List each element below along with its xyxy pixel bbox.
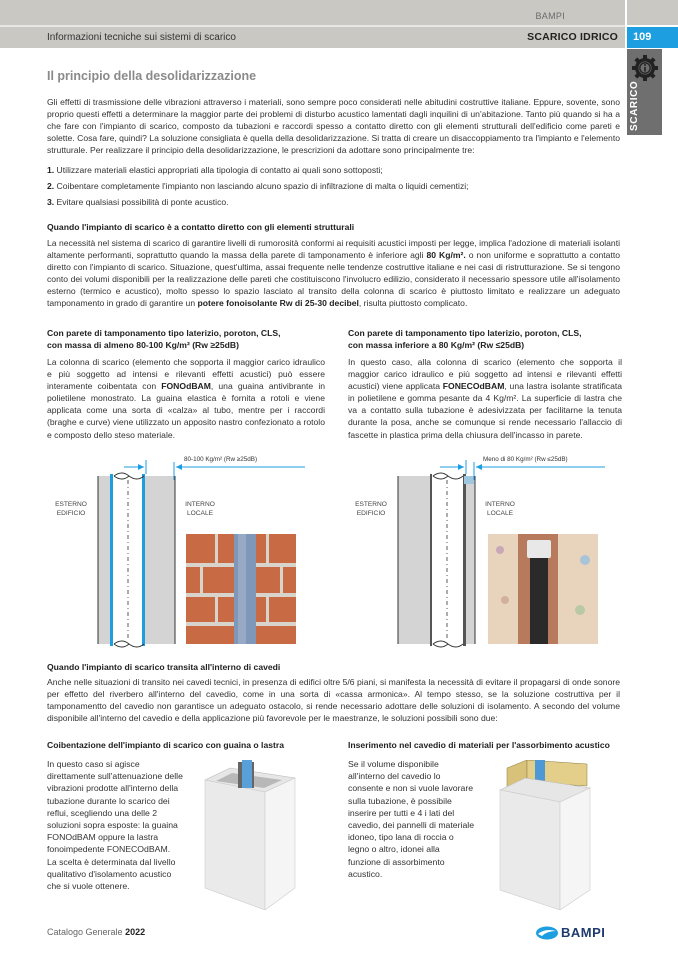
side-tab-top (627, 0, 678, 25)
diagram-left-outside-label: ESTERNO EDIFICIO (55, 501, 87, 517)
side-tab (627, 49, 662, 135)
diagram-right (340, 450, 640, 650)
bampi-logo-icon (535, 925, 559, 941)
column-left-body: La colonna di scarico (elemento che sopporta il maggior carico idraulico e più soggetto ad intensi e rilevanti effetti acustici) può essere interamente coibentata con FONOdBAM, una guaina antivibrante in polietilene monostrato. La guaina elastica è fornita a rotoli e viene applicata come una sorta di «calza» al tubo, mentre per i raccordi (braghe e curve) viene utilizzato un apposito nastro confezionato a rotolo e composto dello steso materiale. (47, 357, 326, 440)
gear-info-icon (630, 53, 660, 83)
option-right-body: Se il volume disponibile all'interno del cavedio lo consente e non si vuole lavorare sulla tubazione, è possibile inserire per tutti e 4 i lati del cavedio, dei pannelli di materiale idoneo, tipo lana di roccia o legno o altro, idonei alla funzione di assorbimento acustico. (348, 759, 475, 879)
header-section: SCARICO IDRICO (527, 31, 618, 43)
option-left-body: In questo caso si agisce direttamente sull'attenuazione delle vibrazioni prodotte all'interno della tubazione durante lo scarico dei reflui, scegliendo una delle 2 soluzioni sopra esposte: la guaina FONOdBAM oppure la lastra fonoimpedente FONECOdBAM. La scelta è determinata dal livello qualitativo d'isolamento acustico che si vuole ottenere. (47, 759, 183, 892)
column-right-heading: Con parete di tamponamento tipo laterizio, poroton, CLS, con massa inferiore a 80 Kg/m² (Rw ≤25dB) (348, 328, 582, 350)
column-right-body: In questo caso, alla colonna di scarico (elemento che sopporta il maggior carico idraulico e più soggetto ad intensi e rilevanti effetti acustici) viene applicata FONECOdBAM, una lastra isolante stratificata in polietilene e gomma pesante da 4 Kg/m². La superficie di lastra che va a contatto sulla tubazione è adesivizzata per facilitarne la tenuta durante la posa, anche se comunque si rende necessario l'allaccio di fascette in plastica prima della chiusura dell'incasso in parete. (348, 357, 623, 440)
diagram-left-inside-label: INTERNO LOCALE (185, 501, 215, 517)
contact-heading: Quando l'impianto di scarico è a contatto diretto con gli elementi strutturali (47, 222, 355, 232)
prescription-item-1: 1. Utilizzare materiali elastici appropriati alla tipologia di contatto ai quali sono sottoposti; (47, 165, 383, 175)
header-title: Informazioni tecniche sui sistemi di scarico (47, 32, 236, 43)
page-number-box (627, 27, 678, 48)
contact-paragraph: La necessità nel sistema di scarico di garantire livelli di rumorosità conformi ai requisiti acustici imposti per legge, implica l'adozione di materiali isolanti altamente performanti, soprattutto quando la massa della parete di tamponamento è inferiore agli 80 Kg/m². o non uniforme e soprattutto a contatto diretto con l'impianto di scarico. Situazione, quest'ultima, assai frequente nelle tendenze costruttive italiane e nei casi di ristrutturazione. Se si tengono conto dei volumi disponibili per la realizzazione delle pareti che costituiscono l'involucro edilizio, considerato il necessario spessore utile all'isolamento esterno (termico e acustico), molto spesso lo spazio lasciato al transito della colonna di scarico è piuttosto limitato e realizzare un adeguato tamponamento in grado di garantire un potere fonoisolante Rw di 25-30 decibel, risulta piuttosto complicato. (47, 238, 620, 309)
side-tab-label: SCARICO (629, 80, 640, 131)
diagram-right-caption: Meno di 80 Kg/m² (Rw ≤25dB) (483, 456, 568, 463)
shaft-insulated-pipe-illustration (200, 760, 300, 910)
diagram-left-caption: 80-100 Kg/m² (Rw ≥25dB) (184, 456, 258, 463)
intro-paragraph: Gli effetti di trasmissione delle vibrazioni attraverso i materiali, sono sempre poco considerati nelle abitudini costruttive italiane. Eppure, sovente, sono proprio questi effetti a determinare la maggior parte dei problemi di disturbo acustico lamentati dagli inquilini di un'abitazione. Tanto più quando si ha a che fare con l'impianto di scarico, composto da tubazioni e raccordi spesso a contatto diretto con gli elementi strutturali dell'edificio come pareti e solette. Cosa fare, quindi? La soluzione consigliata è quella della desolidarizzazione. Si tratta di creare un disaccoppiamento tra l'impianto e l'elemento strutturale. Per realizzare il principio della desolidarizzazione, le prescrizioni da adottare sono principalmente tre: (47, 97, 620, 156)
section-title: Il principio della desolidarizzazione (47, 69, 257, 83)
prescription-item-2: 2. Coibentare completamente l'impianto non lasciando alcuno spazio di infiltrazione di malta o liquidi cementizi; (47, 181, 469, 191)
column-left-heading: Con parete di tamponamento tipo laterizio, poroton, CLS, con massa di almeno 80-100 Kg/m² (Rw ≥25dB) (47, 328, 281, 350)
footer-catalog: Catalogo Generale 2022 (47, 927, 146, 937)
option-left-heading: Coibentazione dell'impianto di scarico con guaina o lastra (47, 740, 284, 750)
diagram-left (40, 450, 340, 650)
footer-logo-text: BAMPI (561, 925, 606, 940)
shaft-absorbing-panels-illustration (495, 760, 595, 910)
cavedi-heading: Quando l'impianto di scarico transita all'interno di cavedi (47, 662, 281, 672)
diagram-right-outside-label: ESTERNO EDIFICIO (355, 501, 387, 517)
footer-logo (535, 924, 630, 942)
diagram-right-inside-label: INTERNO LOCALE (485, 501, 515, 517)
wall-section-diagram (340, 450, 640, 650)
page-number: 109 (633, 31, 652, 43)
header-bar (0, 27, 625, 48)
prescription-item-3: 3. Evitare qualsiasi possibilità di ponte acustico. (47, 197, 229, 207)
header-brand: BAMPI (535, 11, 565, 21)
wall-section-diagram (40, 450, 340, 650)
cavedi-paragraph: Anche nelle situazioni di transito nei cavedi tecnici, in presenza di edifici oltre 5/6 piani, si manifesta la necessità di evitare il propagarsi di onde sonore per effetto del riverbero all'interno del cavedio, come in una sorta di «cassa armonica». Al tempo stesso, se la soluzione costruttiva per il tamponamentto del cavedio non garantisce un adeguato ostacolo, si rende necessario adottare delle soluzioni di isolamento. A secondo del volume disponibile all'interno del cavedio e della applicazione più favorevole per le maestranze, le soluzioni possibili sono due: (47, 677, 620, 724)
option-right-heading: Inserimento nel cavedio di materiali per l'assorbimento acustico (348, 740, 610, 750)
top-band (0, 0, 625, 25)
